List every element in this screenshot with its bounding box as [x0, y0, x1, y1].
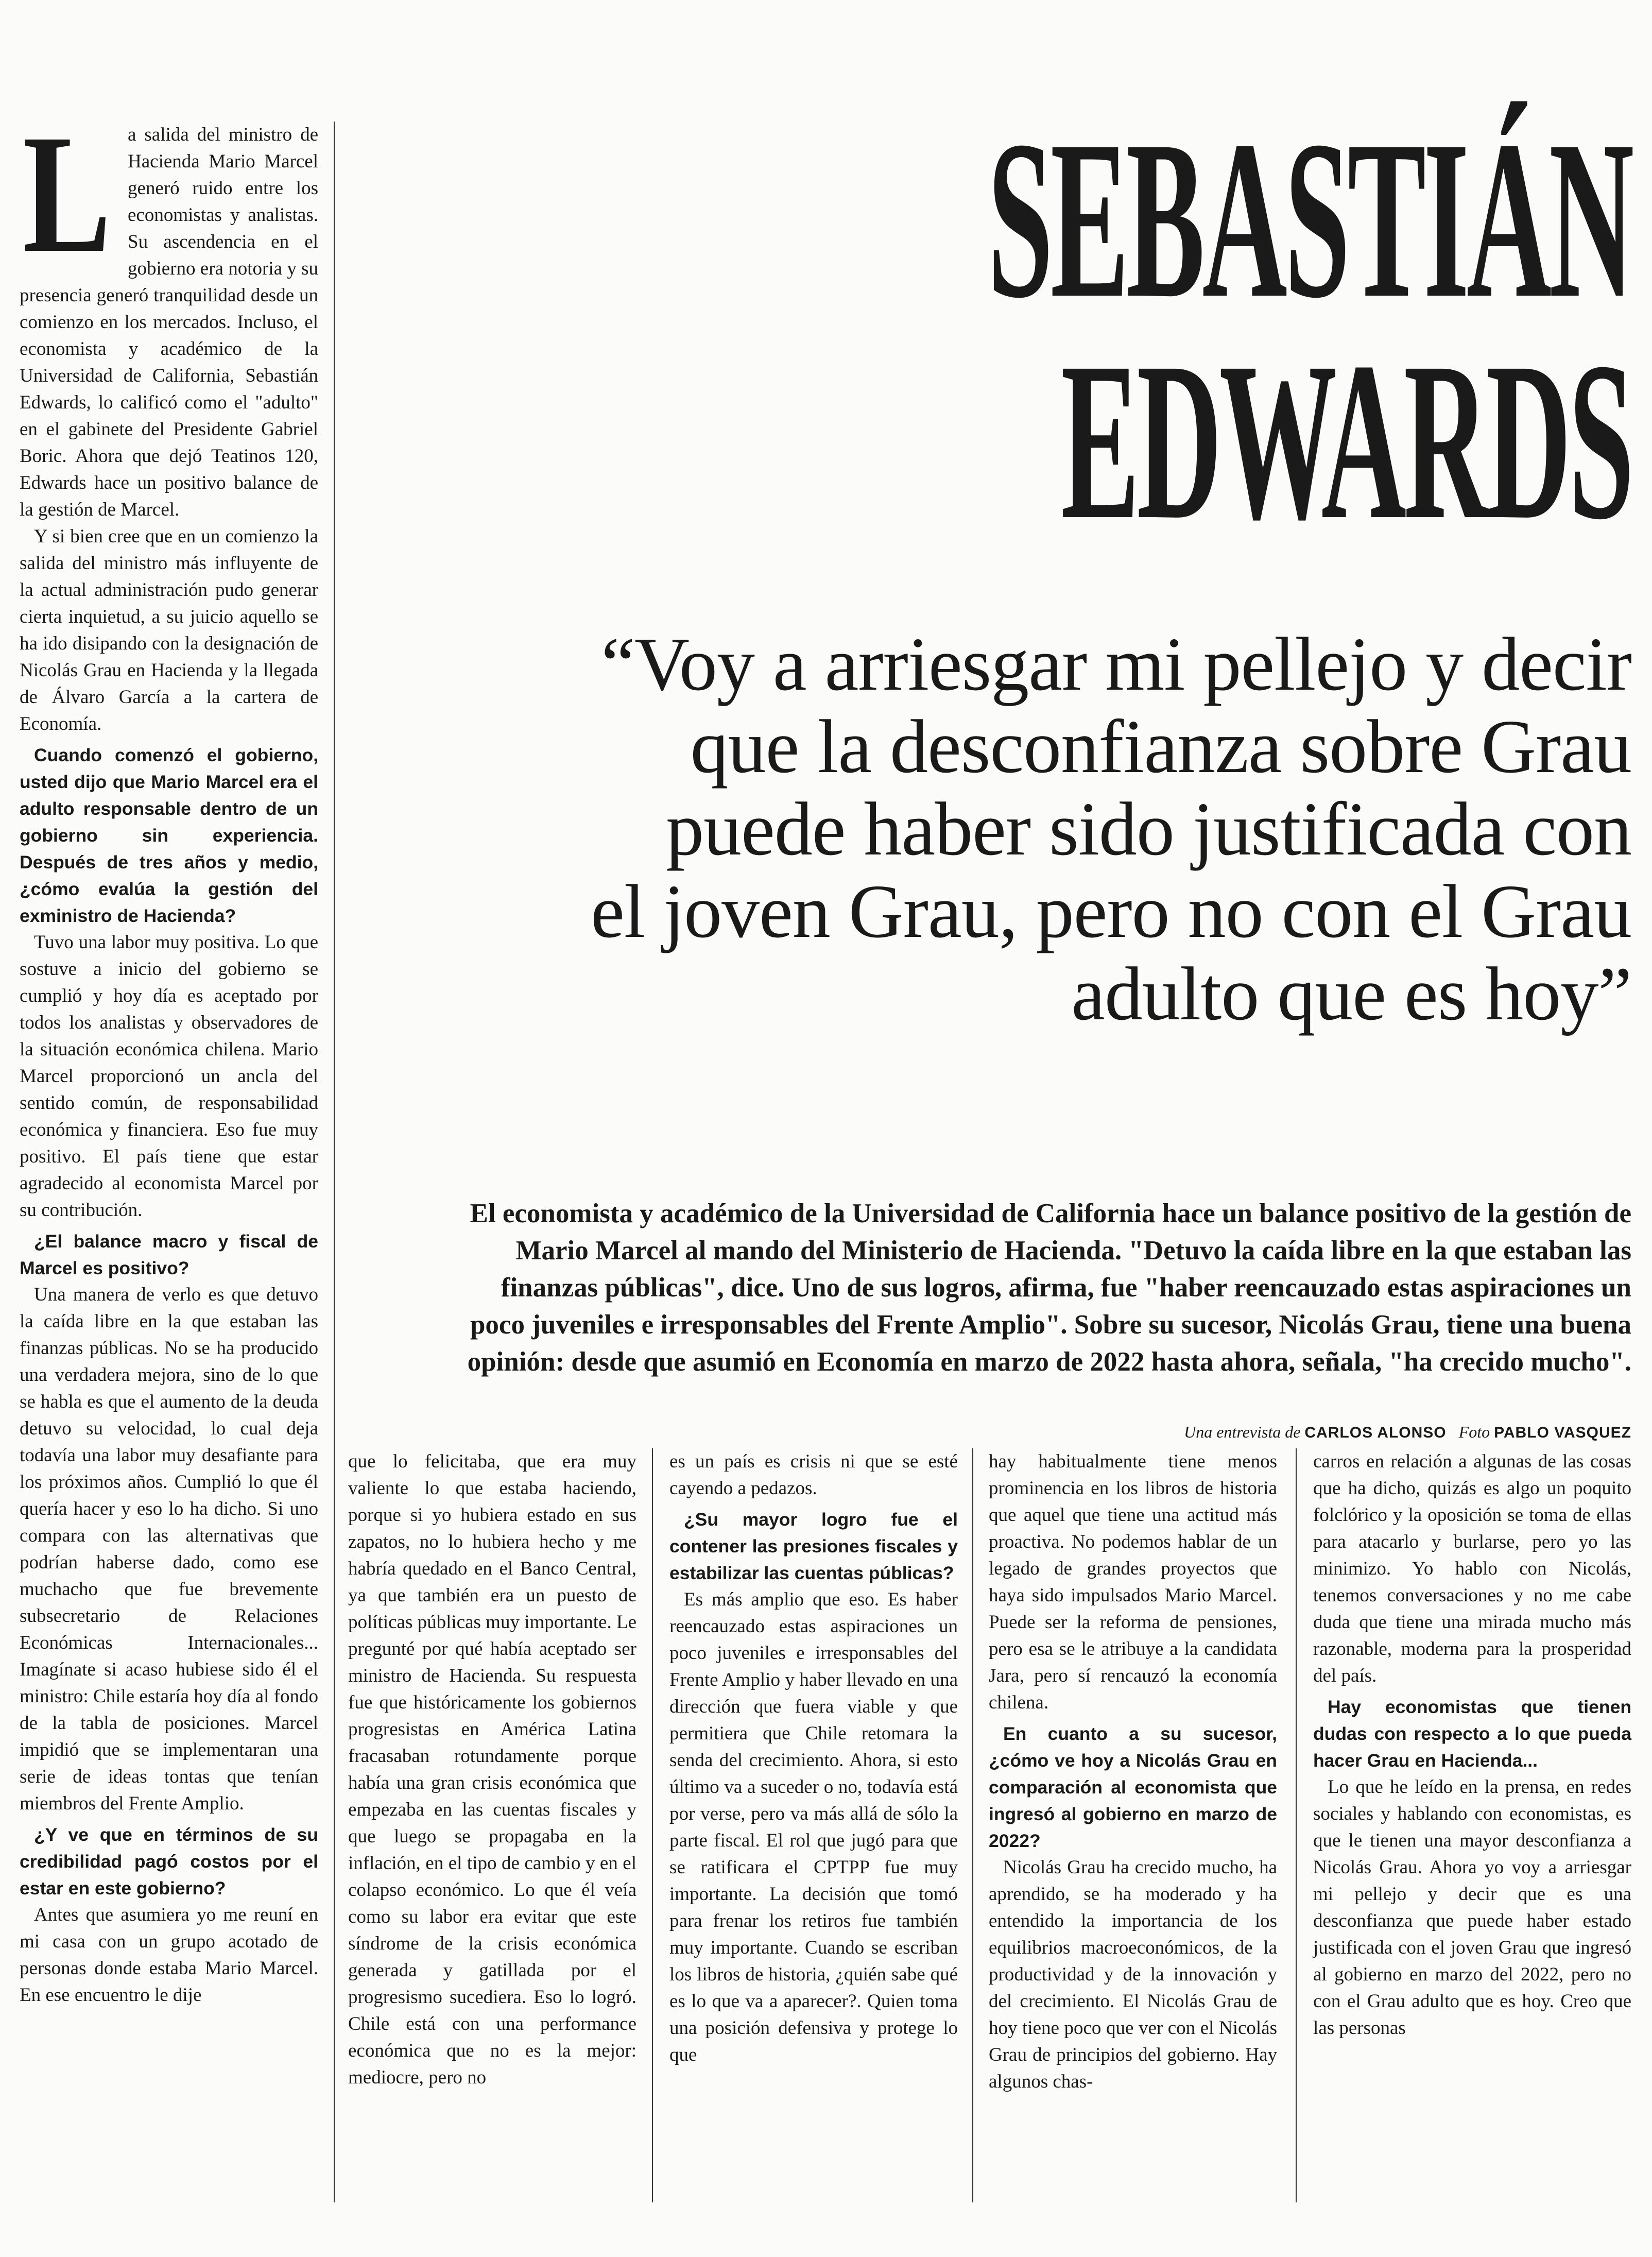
- byline-prefix: Una entrevista de: [1184, 1423, 1301, 1441]
- article-column-3: [669, 1448, 958, 2068]
- article-column-2: [348, 1448, 636, 2091]
- interview-answer: Antes que asumiera yo me reuní en mi casa con un grupo acotado de personas donde estaba Mario Marcel. En ese encuentro le dije: [20, 1904, 318, 2006]
- byline: [1184, 1423, 1631, 1442]
- interview-question: ¿Su mayor logro fue el contener las presiones fiscales y estabilizar las cuentas públicas?: [669, 1509, 958, 1583]
- intro-paragraph: a salida del ministro de Hacienda Mario Marcel generó ruido entre los economistas y analistas. Su ascendencia en el gobierno era notoria y su presencia generó tranquilidad desde un comienzo en los mercados. Incluso, el economista y académico de la Universidad de California, Sebastián Edwards, lo calificó como el "adulto" en el gabinete del Presidente Gabriel Boric. Ahora que dejó Teatinos 120, Edwards hace un positivo balance de la gestión de Marcel.: [20, 124, 318, 520]
- pull-quote: [468, 623, 1631, 1035]
- quote-line: que la desconfianza sobre Grau: [690, 705, 1631, 789]
- interview-question: Cuando comenzó el gobierno, usted dijo que Mario Marcel era el adulto responsable dentro de un gobierno sin experiencia. Después de tres años y medio, ¿cómo evalúa la gestión del exministro de Hacienda?: [20, 745, 318, 926]
- interview-question: ¿El balance macro y fiscal de Marcel es positivo?: [20, 1231, 318, 1278]
- column-divider: [972, 1448, 973, 2202]
- article-column-5: [1313, 1448, 1631, 2042]
- body-paragraph: Y si bien cree que en un comienzo la salida del ministro más influyente de la actual administración pudo generar cierta inquietud, a su juicio aquello se ha ido disipando con la designación de Nicolás Grau en Hacienda y la llegada de Álvaro García a la cartera de Economía.: [20, 526, 318, 734]
- interview-answer: Lo que he leído en la prensa, en redes sociales y hablando con economistas, es que le tienen una mayor desconfianza a Nicolás Grau. Ahora yo voy a arriesgar mi pellejo y decir que es una desconfianza que puede haber estado justificada con el joven Grau que ingresó al gobierno en marzo del 2022, pero no con el Grau adulto que es hoy. Creo que las personas: [1313, 1776, 1631, 2039]
- body-paragraph: hay habitualmente tiene menos prominencia en los libros de historia que aquel que tiene una actitud más proactiva. No podemos hablar de un legado de grandes proyectos que haya sido impulsados Mario Marcel. Puede ser la reforma de pensiones, pero esa se le atribuye a la candidata Jara, pero sí rencauzó la economía chilena.: [989, 1451, 1277, 1713]
- quote-line: “Voy a arriesgar mi pellejo y decir: [601, 622, 1631, 707]
- interview-answer: Nicolás Grau ha crecido mucho, ha aprendido, se ha moderado y ha entendido la importancia de los equilibrios macroeconómicos, de la productividad y de la innovación y del crecimiento. El Nicolás Grau de hoy tiene poco que ver con el Nicolás Grau de principios del gobierno. Hay algunos chas-: [989, 1857, 1277, 2092]
- interview-answer: Tuvo una labor muy positiva. Lo que sostuve a inicio del gobierno se cumplió y hoy día es aceptado por todos los analistas y observadores de la situación económica chilena. Mario Marcel proporcionó un ancla del sentido común, de responsabilidad económica y financiera. Eso fue muy positivo. El país tiene que estar agradecido al economista Marcel por su contribución.: [20, 932, 318, 1221]
- body-paragraph: es un país es crisis ni que se esté cayendo a pedazos.: [669, 1451, 958, 1499]
- body-paragraph: carros en relación a algunas de las cosas que ha dicho, quizás es algo un poquito folclórico y la oposición se toma de ellas para atacarlo y burlarse, pero yo las minimizo. Yo hablo con Nicolás, tenemos conversaciones y no me cabe duda que tiene una mirada mucho más razonable, moderna para la prosperidad del país.: [1313, 1451, 1631, 1686]
- drop-cap: L: [23, 100, 111, 288]
- headline-line: EDWARDS: [1061, 316, 1631, 567]
- headline-line: SEBASTIÁN: [987, 94, 1631, 345]
- column-divider: [1296, 1448, 1297, 2202]
- quote-line: puede haber sido justificada con: [666, 787, 1631, 871]
- interview-answer: Es más amplio que eso. Es haber reencauzado estas aspiraciones un poco juveniles e irresponsables del Frente Amplio y haber llevado en una dirección que fuera viable y que permitiera que Chile retomara la senda del crecimiento. Ahora, si esto último va a suceder o no, todavía está por verse, pero va más allá de sólo la parte fiscal. El rol que jugó para que se ratificara el CPTPP fue muy importante. La decisión que tomó para frenar los retiros fue también muy importante. Cuando se escriban los libros de historia, ¿quién sabe qué es lo que va a aparecer?. Quien toma una posición defensiva y protege lo que: [669, 1589, 958, 2065]
- quote-line: el joven Grau, pero no con el Grau: [591, 869, 1631, 954]
- interview-question: Hay economistas que tienen dudas con respecto a lo que pueda hacer Grau en Hacienda...: [1313, 1697, 1631, 1771]
- column-divider: [334, 122, 335, 2202]
- interview-question: ¿Y ve que en términos de su credibilidad pagó costos por el estar en este gobierno?: [20, 1824, 318, 1899]
- article-column-1: [20, 100, 318, 2009]
- column-divider: [652, 1448, 653, 2202]
- interview-question: En cuanto a su sucesor, ¿cómo ve hoy a Nicolás Grau en comparación al economista que ingresó al gobierno en marzo de 2022?: [989, 1723, 1277, 1851]
- photographer-name: PABLO VASQUEZ: [1494, 1424, 1631, 1441]
- article-deck: El economista y académico de la Universidad de California hace un balance positivo de la gestión de Mario Marcel al mando del Ministerio de Hacienda. "Detuvo la caída libre en la que estaban las finanzas públicas", dice. Uno de sus logros, afirma, fue "haber reencauzado estas aspiraciones un poco juveniles e irresponsables del Frente Amplio". Sobre su sucesor, Nicolás Grau, tiene una buena opinión: desde que asumió en Economía en marzo de 2022 hasta ahora, señala, "ha crecido mucho".: [467, 1199, 1631, 1377]
- body-paragraph: que lo felicitaba, que era muy valiente lo que estaba haciendo, porque si yo hubiera estado en sus zapatos, no lo hubiera hecho y me habría quedado en el Banco Central, ya que también era un puesto de políticas públicas muy importante. Le pregunté por qué había aceptado ser ministro de Hacienda. Su respuesta fue que históricamente los gobiernos progresistas en América Latina fracasaban rotundamente porque había una gran crisis económica que empezaba en las cuentas fiscales y que luego se propagaba en la inflación, en el tipo de cambio y en el colapso económico. Lo que él veía como su labor era evitar que este síndrome de la crisis económica generada y gatillada por el progresismo sucediera. Eso lo logró. Chile está con una performance económica que no es la mejor: mediocre, pero no: [348, 1451, 637, 2088]
- headline: [962, 94, 1631, 567]
- quote-line: adulto que es hoy”: [1071, 952, 1631, 1036]
- interviewer-name: CARLOS ALONSO: [1304, 1424, 1447, 1441]
- photo-prefix: Foto: [1458, 1423, 1490, 1441]
- article-column-4: [989, 1448, 1277, 2095]
- interview-answer: Una manera de verlo es que detuvo la caída libre en la que estaban las finanzas públicas. No se ha producido una verdadera mejora, sino de lo que se habla es que el aumento de la deuda detuvo su velocidad, lo cual deja todavía una labor muy desafiante para los próximos años. Cumplió lo que él quería hacer y eso lo ha dicho. Si uno compara con las alternativas que podrían haberse dado, como ese muchacho que fue brevemente subsecretario de Relaciones Económicas Internacionales... Imagínate si acaso hubiese sido él el ministro: Chile estaría hoy día al fondo de la tabla de posiciones. Marcel impidió que se implementaran una serie de ideas tontas que tenían miembros del Frente Amplio.: [20, 1284, 318, 1814]
